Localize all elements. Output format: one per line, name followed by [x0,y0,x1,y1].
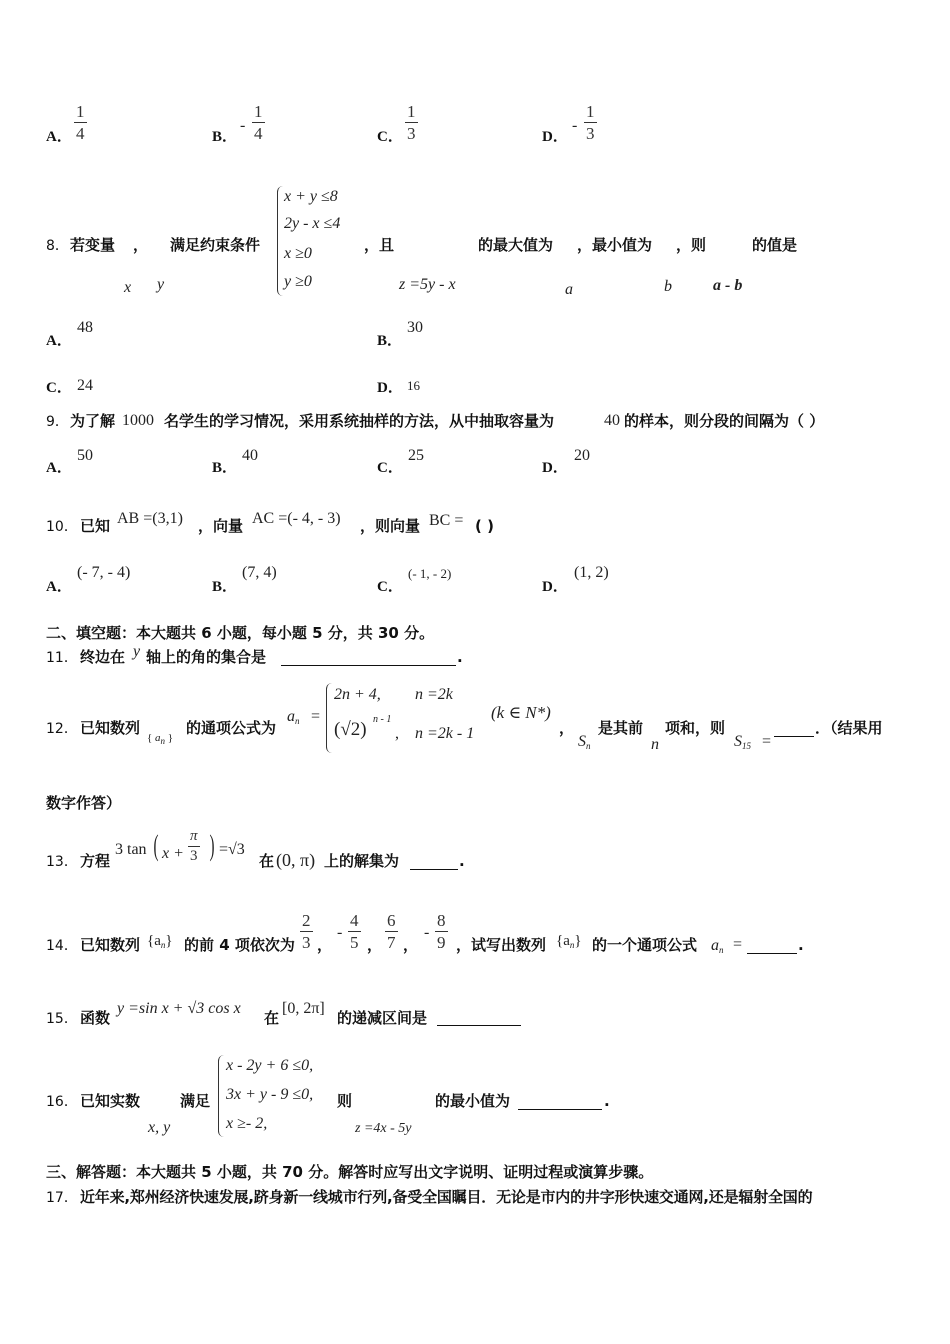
q16-constraint-3: x ≥- 2, [226,1115,268,1132]
q13-text-4: . [459,852,465,870]
q14-term-4-num: 8 [437,911,446,930]
q12-seq-sub: n [160,736,166,746]
q14-an-sub: n [719,945,724,955]
section-3-heading: 三、解答题：本大题共 5 小题，共 70 分。解答时应写出文字说明、证明过程或演算步骤。 [46,1163,654,1181]
q12-s [578,734,591,751]
q10-option-c-value: (- 1, - 2) [408,566,452,581]
q14-answer-blank [747,953,797,954]
q16-answer-blank [518,1109,602,1110]
q12-s-sub: n [586,741,591,751]
q7-option-b-fraction [252,103,265,142]
q12-domain: (k ∈ N*) [491,703,551,722]
q14-text-3: ，试写出数列 [456,936,547,954]
q14-number: 14． [46,938,78,954]
q13-pi-fraction [188,829,200,864]
q7-option-a-label: A． [46,129,72,145]
q15-function: y =sin x + √3 cos x [117,1000,241,1017]
q14-comma-1: ， [317,936,333,954]
q14-term-1-num: 2 [302,911,311,930]
q7-option-c-label: C． [377,129,403,145]
q12-an-sub: n [295,716,300,726]
q12-text-3: 是其前 [598,719,644,737]
q9-n1: 1000 [122,412,154,429]
q14-seq-close: } [165,933,173,949]
q7-option-b-den: 4 [254,124,263,143]
q11-number: 11． [46,650,78,666]
q12-s15-letter: S [734,733,742,750]
q8-a-minus-b: a - b [713,277,743,294]
q9-option-d-value: 20 [574,447,590,464]
q9-option-c-label: C． [377,460,403,476]
q7-option-d-den: 3 [586,124,595,143]
q12-s15 [734,734,751,751]
q10-text-4: ( ) [475,517,494,535]
q9-option-d-label: D． [542,460,568,476]
q12-answer-blank [774,736,814,737]
q11-text-1: 终边在 [80,648,126,666]
q8-objective: z =5y - x [399,276,456,293]
q7-option-d-num: 1 [586,102,595,121]
q8-brace [277,186,284,296]
q16-text-3: 则 [337,1092,353,1110]
q8-option-b-value: 30 [407,319,423,336]
q7-option-a-fraction [74,103,87,142]
q8-var-y: y [157,276,165,293]
q7-option-d-sign: - [572,117,578,134]
q13-rhs: =√3 [219,841,245,858]
q15-interval: [0, 2π] [282,1000,325,1017]
q9-option-c-value: 25 [408,447,424,464]
q8-option-d-label: D． [377,380,403,396]
q7-option-c-den: 3 [407,124,416,143]
q14-term-3-num: 6 [387,911,396,930]
q12-case-2-base: (√2) [334,719,367,740]
q8-comma-1: ， [133,236,149,254]
q9-text-3: 的样本，则分段的间隔为（ ） [624,412,825,430]
q8-option-b-label: B． [377,333,403,349]
q12-eq: = [311,708,321,725]
q9-text-2: 名学生的学习情况，采用系统抽样的方法，从中抽取容量为 [164,412,555,430]
q12-number: 12． [46,721,78,737]
q10-text-2: ，向量 [198,517,244,535]
q7-option-a-den: 4 [76,124,85,143]
q14-text-1: 已知数列 [80,936,141,954]
q11-var-y: y [133,643,141,660]
q15-answer-blank [437,1025,521,1026]
q14-seq-2-close: } [574,933,582,949]
q14-term-3-den: 7 [387,933,396,952]
q7-option-c-fraction [405,103,418,142]
q7-option-b-sign: - [240,117,246,134]
q12-an [287,709,300,726]
q12-comma: ， [559,719,575,737]
q14-seq-2 [556,934,582,950]
q10-text-3: ，则向量 [360,517,421,535]
q12-seq-a: a [155,732,161,744]
q12-an-letter: a [287,708,295,725]
q14-comma-2: ， [367,936,383,954]
q13-right-paren: ) [209,829,215,862]
q14-term-4-den: 9 [437,933,446,952]
q8-text-4: 的最大值为 [478,236,554,254]
q9-option-b-label: B． [212,460,238,476]
q15-text-1: 函数 [80,1009,111,1027]
q13-text-2: 在 [259,852,275,870]
q14-an-eq: = [733,936,743,953]
q10-option-d-value: (1, 2) [574,564,609,581]
q9-n2: 40 [604,412,620,429]
q16-text-5: . [604,1092,610,1110]
q16-constraint-2: 3x + y - 9 ≤0, [226,1086,314,1103]
q10-option-c-label: C． [377,579,403,595]
q14-term-2-den: 5 [350,933,359,952]
q7-option-b-label: B． [212,129,238,145]
q12-text-2: 的通项公式为 [186,719,277,737]
q13-lhs-var: x + [162,845,184,862]
q12-text-1: 已知数列 [80,719,141,737]
q8-var-x: x [124,279,132,296]
q7-option-d-label: D． [542,129,568,145]
q14-term-4-sign: - [424,924,430,941]
q14-seq-sub: n [160,940,166,950]
q13-pi-den: 3 [190,848,198,864]
q12-case-2-comma: , [395,725,399,742]
q17-text: 近年来,郑州经济快速发展,跻身新一线城市行列,备受全国瞩目．无论是市内的井字形快速交通网,还是辐射全国的 [80,1188,813,1206]
q14-text-2: 的前 4 项依次为 [184,936,295,954]
q8-option-c-value: 24 [77,377,93,394]
q12-case-1-cond: n =2k [415,686,453,703]
q12-brace [326,683,333,753]
q12-n: n [651,736,659,753]
q7-option-c-num: 1 [407,102,416,121]
q8-text-7: 的值是 [752,236,798,254]
q10-option-d-label: D． [542,579,568,595]
q14-term-4 [435,912,448,951]
q12-s15-eq: = [762,733,772,750]
q12-s15-sub: 15 [742,741,751,751]
q13-text-3: 上的解集为 [324,852,400,870]
q8-number: 8． [46,238,69,254]
q10-option-b-value: (7, 4) [242,564,277,581]
q13-answer-blank [410,869,458,870]
q14-seq [147,934,173,950]
q16-constraint-1: x - 2y + 6 ≤0, [226,1057,314,1074]
q12-case-2-exp: n - 1 [373,714,392,725]
q14-term-1 [300,912,313,951]
q9-option-a-value: 50 [77,447,93,464]
q13-number: 13． [46,854,78,870]
q10-option-a-label: A． [46,579,72,595]
q10-option-a-value: (- 7, - 4) [77,564,131,581]
q10-ab: AB =(3,1) [117,510,183,527]
q10-ac: AC =(- 4, - 3) [252,510,341,527]
q8-text-6: ，则 [676,236,707,254]
q8-var-b: b [664,278,672,295]
q12-text-5: ．（结果用 [815,719,883,737]
q8-text-1: 若变量 [70,236,116,254]
q14-term-2 [348,912,361,951]
q11-text-2: 轴上的角的集合是 [146,648,267,666]
q14-seq-open: {a [147,933,161,949]
q12-case-1-expr: 2n + 4, [334,686,381,703]
q12-s-letter: S [578,733,586,750]
q13-interval: (0, π) [276,850,316,870]
q16-text-1: 已知实数 [80,1092,141,1110]
q8-var-a: a [565,281,573,298]
q16-text-2: 满足 [180,1092,211,1110]
q11-period: . [457,648,463,666]
q9-number: 9． [46,414,69,430]
q12-text-6: 数字作答） [46,794,122,812]
q13-lhs-pre: 3 tan [115,841,147,858]
q13-pi-num: π [188,829,200,847]
q14-term-1-den: 3 [302,933,311,952]
q14-an-letter: a [711,937,719,954]
q8-option-d-value: 16 [407,378,420,393]
q8-option-c-label: C． [46,380,72,396]
q16-vars: x, y [148,1119,171,1136]
q11-answer-blank [281,665,456,666]
section-2-heading: 二、填空题：本大题共 6 小题，每小题 5 分，共 30 分。 [46,624,435,642]
q15-number: 15． [46,1011,78,1027]
q10-number: 10． [46,519,78,535]
q9-text-1: 为了解 [70,412,116,430]
q14-text-5: . [798,936,804,954]
q14-term-2-sign: - [337,924,343,941]
q8-text-5: ，最小值为 [577,236,653,254]
q8-option-a-value: 48 [77,319,93,336]
q14-an [711,938,724,955]
q8-constraint-2: 2y - x ≤4 [284,215,341,232]
q13-left-paren: ( [153,829,159,862]
q8-text-2: 满足约束条件 [170,236,261,254]
q14-seq-2-sub: n [569,940,575,950]
q15-text-3: 的递减区间是 [337,1009,428,1027]
q14-term-2-num: 4 [350,911,359,930]
q12-text-4: 项和，则 [665,719,726,737]
q9-option-a-label: A． [46,460,72,476]
q17-number: 17． [46,1190,78,1206]
q14-term-3 [385,912,398,951]
q15-text-2: 在 [264,1009,280,1027]
q16-text-4: 的最小值为 [435,1092,511,1110]
q8-constraint-3: x ≥0 [284,245,312,262]
q14-seq-2-open: {a [556,933,570,949]
q10-option-b-label: B． [212,579,238,595]
q7-option-b-num: 1 [254,102,263,121]
q8-constraint-1: x + y ≤8 [284,188,338,205]
q12-case-2-cond: n =2k - 1 [415,725,475,742]
q7-option-d-fraction [584,103,597,142]
q9-option-b-value: 40 [242,447,258,464]
q12-seq-braces: { $a_n$ } [147,732,174,746]
q16-brace [218,1055,225,1137]
q8-text-3: ，且 [364,236,395,254]
q16-number: 16． [46,1094,78,1110]
q16-objective: z =4x - 5y [355,1121,412,1136]
q8-option-a-label: A． [46,333,72,349]
q13-text-1: 方程 [80,852,111,870]
q14-comma-3: ， [403,936,419,954]
q10-bc: BC = [429,512,464,529]
q10-text-1: 已知 [80,517,111,535]
q7-option-a-num: 1 [76,102,85,121]
q14-text-4: 的一个通项公式 [592,936,698,954]
q8-constraint-4: y ≥0 [284,273,312,290]
